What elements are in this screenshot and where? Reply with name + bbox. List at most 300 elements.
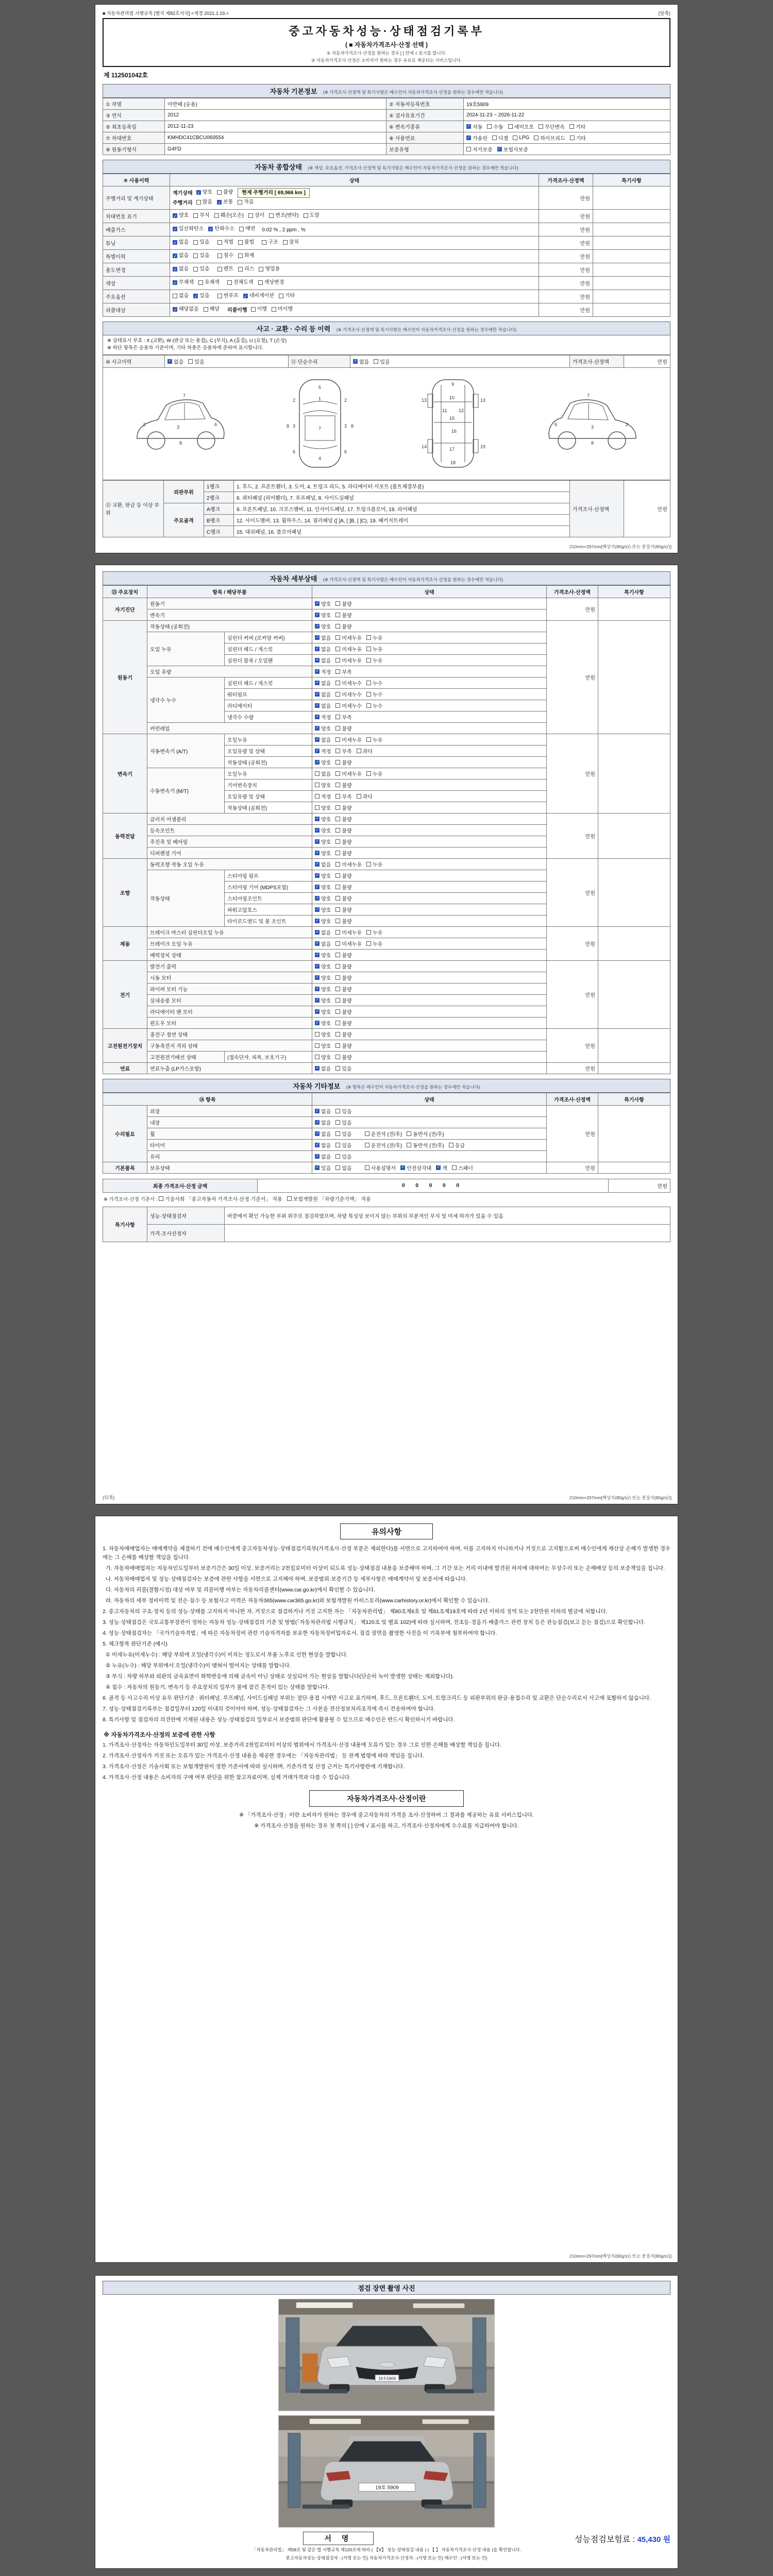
checkbox-box[interactable] xyxy=(335,624,340,629)
checkbox-box[interactable] xyxy=(173,253,177,258)
checkbox-option[interactable] xyxy=(335,985,351,993)
checkbox-option[interactable] xyxy=(315,985,331,993)
checkbox-box[interactable] xyxy=(204,307,208,312)
checkbox-box[interactable] xyxy=(335,749,340,753)
checkbox-option[interactable] xyxy=(335,600,351,607)
checkbox-option[interactable] xyxy=(539,123,565,130)
checkbox-option[interactable] xyxy=(335,724,351,732)
checkbox-option[interactable] xyxy=(196,188,212,197)
checkbox-option[interactable] xyxy=(570,134,586,142)
checkbox-option[interactable] xyxy=(335,645,362,653)
checkbox-option[interactable] xyxy=(315,668,331,675)
checkbox-option[interactable] xyxy=(315,736,331,743)
checkbox-box[interactable] xyxy=(315,930,320,935)
checkbox-option[interactable] xyxy=(335,917,351,925)
checkbox-box[interactable] xyxy=(335,658,340,663)
checkbox-box[interactable] xyxy=(335,1066,340,1071)
checkbox-box[interactable] xyxy=(335,1143,340,1147)
checkbox-box[interactable] xyxy=(374,359,378,364)
checkbox-option[interactable] xyxy=(335,1118,351,1126)
checkbox-option[interactable] xyxy=(315,1030,331,1038)
checkbox-box[interactable] xyxy=(269,213,274,218)
checkbox-box[interactable] xyxy=(366,692,371,697)
checkbox-box[interactable] xyxy=(173,294,177,298)
checkbox-option[interactable] xyxy=(466,145,493,153)
checkbox-option[interactable] xyxy=(449,1141,465,1149)
checkbox-option[interactable] xyxy=(335,792,351,800)
checkbox-option[interactable] xyxy=(492,134,508,142)
checkbox-option[interactable] xyxy=(335,1042,351,1049)
checkbox-box[interactable] xyxy=(335,987,340,991)
checkbox-option[interactable] xyxy=(238,238,254,247)
checkbox-option[interactable] xyxy=(238,198,254,207)
checkbox-box[interactable] xyxy=(315,851,320,855)
checkbox-option[interactable] xyxy=(335,622,351,630)
checkbox-box[interactable] xyxy=(335,1021,340,1025)
checkbox-option[interactable] xyxy=(217,198,233,207)
checkbox-option[interactable] xyxy=(407,1141,444,1149)
checkbox-option[interactable] xyxy=(365,1141,402,1149)
checkbox-box[interactable] xyxy=(335,1109,340,1113)
checkbox-option[interactable] xyxy=(513,135,529,141)
checkbox-box[interactable] xyxy=(315,635,320,640)
checkbox-option[interactable] xyxy=(315,1064,331,1072)
checkbox-box[interactable] xyxy=(193,240,198,245)
checkbox-option[interactable] xyxy=(217,251,233,260)
checkbox-box[interactable] xyxy=(335,1032,340,1037)
checkbox-box[interactable] xyxy=(315,1154,320,1159)
checkbox-option[interactable] xyxy=(335,860,362,868)
checkbox-option[interactable] xyxy=(400,1164,431,1172)
checkbox-option[interactable] xyxy=(335,996,351,1004)
checkbox-box[interactable] xyxy=(335,703,340,708)
checkbox-box[interactable] xyxy=(315,794,320,799)
checkbox-option[interactable] xyxy=(173,225,204,233)
checkbox-box[interactable] xyxy=(315,726,320,731)
checkbox-option[interactable] xyxy=(315,1153,331,1160)
checkbox-option[interactable] xyxy=(365,1130,402,1138)
checkbox-box[interactable] xyxy=(539,124,543,129)
checkbox-box[interactable] xyxy=(283,240,288,245)
checkbox-box[interactable] xyxy=(315,1032,320,1037)
checkbox-option[interactable] xyxy=(335,962,351,970)
checkbox-box[interactable] xyxy=(193,213,198,218)
checkbox-box[interactable] xyxy=(173,213,177,218)
checkbox-option[interactable] xyxy=(335,1030,351,1038)
checkbox-box[interactable] xyxy=(238,267,243,272)
checkbox-box[interactable] xyxy=(508,124,513,129)
checkbox-option[interactable] xyxy=(335,668,351,675)
checkbox-box[interactable] xyxy=(365,1131,369,1136)
checkbox-box[interactable] xyxy=(198,280,203,285)
checkbox-option[interactable] xyxy=(315,962,331,970)
checkbox-box[interactable] xyxy=(366,635,371,640)
checkbox-option[interactable] xyxy=(315,792,331,800)
checkbox-box[interactable] xyxy=(315,1165,320,1170)
checkbox-box[interactable] xyxy=(487,124,492,129)
checkbox-option[interactable] xyxy=(193,251,209,260)
checkbox-option[interactable] xyxy=(452,1164,473,1172)
checkbox-option[interactable] xyxy=(335,940,362,947)
checkbox-box[interactable] xyxy=(335,601,340,606)
checkbox-box[interactable] xyxy=(173,240,177,245)
checkbox-option[interactable] xyxy=(335,758,351,766)
checkbox-option[interactable] xyxy=(217,265,233,274)
checkbox-option[interactable] xyxy=(315,940,331,947)
checkbox-option[interactable] xyxy=(238,251,254,260)
checkbox-option[interactable] xyxy=(173,238,189,247)
checkbox-box[interactable] xyxy=(238,240,243,245)
checkbox-box[interactable] xyxy=(315,703,320,708)
checkbox-option[interactable] xyxy=(214,211,244,220)
checkbox-option[interactable] xyxy=(335,1164,351,1172)
checkbox-box[interactable] xyxy=(173,280,177,285)
checkbox-box[interactable] xyxy=(315,817,320,821)
checkbox-option[interactable] xyxy=(315,713,331,721)
checkbox-option[interactable] xyxy=(315,883,331,891)
checkbox-box[interactable] xyxy=(315,613,320,617)
checkbox-option[interactable] xyxy=(217,292,239,300)
checkbox-box[interactable] xyxy=(335,873,340,878)
checkbox-option[interactable] xyxy=(315,1130,331,1138)
checkbox-option[interactable] xyxy=(335,1008,351,1015)
checkbox-box[interactable] xyxy=(227,280,232,285)
checkbox-box[interactable] xyxy=(335,760,340,765)
checkbox-box[interactable] xyxy=(357,794,361,799)
checkbox-option[interactable] xyxy=(335,804,351,811)
checkbox-box[interactable] xyxy=(335,771,340,776)
checkbox-box[interactable] xyxy=(335,1154,340,1159)
checkbox-option[interactable] xyxy=(335,906,351,913)
checkbox-option[interactable] xyxy=(497,145,528,153)
checkbox-option[interactable] xyxy=(217,188,233,197)
checkbox-option[interactable] xyxy=(366,645,382,653)
checkbox-box[interactable] xyxy=(466,147,471,151)
checkbox-box[interactable] xyxy=(315,669,320,674)
checkbox-box[interactable] xyxy=(365,1165,369,1170)
checkbox-option[interactable] xyxy=(315,974,331,981)
checkbox-option[interactable] xyxy=(173,278,194,287)
checkbox-option[interactable] xyxy=(335,1153,351,1160)
checkbox-box[interactable] xyxy=(214,213,219,218)
checkbox-box[interactable] xyxy=(262,240,266,245)
checkbox-option[interactable] xyxy=(315,815,331,823)
checkbox-option[interactable] xyxy=(366,634,382,641)
checkbox-box[interactable] xyxy=(466,135,471,140)
checkbox-box[interactable] xyxy=(251,307,256,312)
checkbox-box[interactable] xyxy=(335,647,340,651)
checkbox-option[interactable] xyxy=(335,815,351,823)
checkbox-option[interactable] xyxy=(167,358,183,365)
checkbox-option[interactable] xyxy=(173,305,199,314)
checkbox-option[interactable] xyxy=(315,860,331,868)
checkbox-option[interactable] xyxy=(407,1130,444,1138)
checkbox-box[interactable] xyxy=(353,359,358,364)
checkbox-box[interactable] xyxy=(315,998,320,1003)
checkbox-box[interactable] xyxy=(217,200,222,205)
checkbox-option[interactable] xyxy=(335,849,351,857)
checkbox-box[interactable] xyxy=(315,601,320,606)
checkbox-option[interactable] xyxy=(173,251,189,260)
checkbox-option[interactable] xyxy=(259,265,280,274)
checkbox-box[interactable] xyxy=(238,200,242,205)
checkbox-box[interactable] xyxy=(357,749,361,753)
checkbox-box[interactable] xyxy=(188,359,193,364)
checkbox-option[interactable] xyxy=(315,951,331,959)
checkbox-option[interactable] xyxy=(335,770,362,777)
checkbox-box[interactable] xyxy=(407,1143,411,1147)
checkbox-option[interactable] xyxy=(173,265,189,274)
checkbox-box[interactable] xyxy=(259,267,263,272)
checkbox-box[interactable] xyxy=(366,862,371,867)
checkbox-option[interactable] xyxy=(315,894,331,902)
checkbox-box[interactable] xyxy=(335,862,340,867)
checkbox-box[interactable] xyxy=(315,771,320,776)
checkbox-box[interactable] xyxy=(315,896,320,901)
checkbox-box[interactable] xyxy=(335,794,340,799)
checkbox-option[interactable] xyxy=(217,238,233,247)
checkbox-option[interactable] xyxy=(315,1053,331,1061)
checkbox-box[interactable] xyxy=(366,941,371,946)
checkbox-option[interactable] xyxy=(335,974,351,981)
checkbox-box[interactable] xyxy=(315,681,320,685)
checkbox-option[interactable] xyxy=(335,634,362,641)
checkbox-option[interactable] xyxy=(335,826,351,834)
checkbox-box[interactable] xyxy=(315,1043,320,1048)
checkbox-option[interactable] xyxy=(315,1042,331,1049)
checkbox-box[interactable] xyxy=(208,227,213,231)
checkbox-option[interactable] xyxy=(315,600,331,607)
checkbox-box[interactable] xyxy=(449,1143,453,1147)
checkbox-option[interactable] xyxy=(315,928,331,936)
checkbox-box[interactable] xyxy=(400,1165,405,1170)
checkbox-option[interactable] xyxy=(315,849,331,857)
checkbox-box[interactable] xyxy=(366,647,371,651)
checkbox-option[interactable] xyxy=(283,238,299,247)
checkbox-option[interactable] xyxy=(188,358,204,365)
checkbox-option[interactable] xyxy=(436,1164,447,1172)
checkbox-box[interactable] xyxy=(315,907,320,912)
checkbox-box[interactable] xyxy=(173,267,177,272)
checkbox-box[interactable] xyxy=(335,613,340,617)
checkbox-box[interactable] xyxy=(315,964,320,969)
checkbox-box[interactable] xyxy=(365,1143,369,1147)
checkbox-box[interactable] xyxy=(287,1196,292,1201)
checkbox-box[interactable] xyxy=(315,749,320,753)
checkbox-option[interactable] xyxy=(335,702,362,709)
checkbox-option[interactable] xyxy=(534,134,565,142)
checkbox-box[interactable] xyxy=(279,294,283,298)
checkbox-option[interactable] xyxy=(466,134,488,142)
checkbox-option[interactable] xyxy=(315,702,331,709)
checkbox-box[interactable] xyxy=(217,294,222,298)
checkbox-box[interactable] xyxy=(407,1131,411,1136)
checkbox-box[interactable] xyxy=(335,828,340,833)
checkbox-option[interactable] xyxy=(304,211,320,220)
checkbox-option[interactable] xyxy=(366,656,382,664)
checkbox-option[interactable] xyxy=(193,265,209,274)
checkbox-option[interactable] xyxy=(335,928,362,936)
checkbox-box[interactable] xyxy=(315,975,320,980)
checkbox-box[interactable] xyxy=(315,1009,320,1014)
checkbox-option[interactable] xyxy=(193,238,209,247)
checkbox-option[interactable] xyxy=(335,656,362,664)
checkbox-option[interactable] xyxy=(366,702,382,709)
checkbox-box[interactable] xyxy=(335,635,340,640)
checkbox-box[interactable] xyxy=(366,771,371,776)
checkbox-box[interactable] xyxy=(315,828,320,833)
checkbox-box[interactable] xyxy=(196,200,201,205)
checkbox-box[interactable] xyxy=(239,227,244,231)
checkbox-option[interactable] xyxy=(315,906,331,913)
checkbox-option[interactable] xyxy=(315,747,331,755)
checkbox-option[interactable] xyxy=(366,770,382,777)
checkbox-box[interactable] xyxy=(335,1165,340,1170)
checkbox-box[interactable] xyxy=(335,998,340,1003)
checkbox-box[interactable] xyxy=(492,135,497,140)
checkbox-option[interactable] xyxy=(315,645,331,653)
checkbox-option[interactable] xyxy=(315,679,331,687)
checkbox-box[interactable] xyxy=(335,681,340,685)
checkbox-option[interactable] xyxy=(335,872,351,879)
checkbox-option[interactable] xyxy=(335,679,362,687)
checkbox-option[interactable] xyxy=(335,736,362,743)
checkbox-option[interactable] xyxy=(315,826,331,834)
checkbox-option[interactable] xyxy=(193,292,209,300)
checkbox-option[interactable] xyxy=(357,792,373,800)
checkbox-box[interactable] xyxy=(335,907,340,912)
checkbox-option[interactable] xyxy=(315,611,331,619)
checkbox-option[interactable] xyxy=(366,736,382,743)
checkbox-option[interactable] xyxy=(366,940,382,947)
checkbox-option[interactable] xyxy=(335,1141,351,1149)
checkbox-box[interactable] xyxy=(315,953,320,957)
checkbox-box[interactable] xyxy=(366,703,371,708)
checkbox-box[interactable] xyxy=(238,253,243,258)
checkbox-box[interactable] xyxy=(248,213,253,218)
checkbox-option[interactable] xyxy=(159,1195,282,1202)
checkbox-option[interactable] xyxy=(208,225,234,233)
checkbox-option[interactable] xyxy=(315,690,331,698)
checkbox-box[interactable] xyxy=(335,805,340,810)
checkbox-box[interactable] xyxy=(335,896,340,901)
checkbox-box[interactable] xyxy=(335,885,340,889)
checkbox-option[interactable] xyxy=(315,656,331,664)
checkbox-box[interactable] xyxy=(366,658,371,663)
checkbox-option[interactable] xyxy=(251,305,267,314)
checkbox-box[interactable] xyxy=(534,135,539,140)
checkbox-box[interactable] xyxy=(335,851,340,855)
checkbox-option[interactable] xyxy=(335,1130,351,1138)
checkbox-box[interactable] xyxy=(315,715,320,719)
checkbox-option[interactable] xyxy=(173,292,189,300)
checkbox-box[interactable] xyxy=(315,624,320,629)
checkbox-option[interactable] xyxy=(198,278,220,287)
checkbox-box[interactable] xyxy=(315,692,320,697)
checkbox-box[interactable] xyxy=(193,294,198,298)
checkbox-option[interactable] xyxy=(466,123,482,130)
checkbox-box[interactable] xyxy=(315,987,320,991)
checkbox-option[interactable] xyxy=(315,634,331,641)
checkbox-option[interactable] xyxy=(238,265,254,274)
checkbox-box[interactable] xyxy=(315,1143,320,1147)
checkbox-box[interactable] xyxy=(315,737,320,742)
checkbox-box[interactable] xyxy=(335,726,340,731)
checkbox-option[interactable] xyxy=(279,292,295,300)
checkbox-option[interactable] xyxy=(315,1107,331,1115)
checkbox-box[interactable] xyxy=(335,1009,340,1014)
checkbox-box[interactable] xyxy=(366,930,371,935)
checkbox-box[interactable] xyxy=(452,1165,457,1170)
checkbox-box[interactable] xyxy=(335,737,340,742)
checkbox-box[interactable] xyxy=(173,307,177,312)
checkbox-option[interactable] xyxy=(366,928,382,936)
checkbox-box[interactable] xyxy=(436,1165,441,1170)
checkbox-box[interactable] xyxy=(335,964,340,969)
checkbox-option[interactable] xyxy=(315,917,331,925)
checkbox-option[interactable] xyxy=(315,758,331,766)
checkbox-box[interactable] xyxy=(315,783,320,787)
checkbox-box[interactable] xyxy=(217,253,222,258)
checkbox-option[interactable] xyxy=(193,211,209,220)
checkbox-box[interactable] xyxy=(315,1066,320,1071)
checkbox-box[interactable] xyxy=(466,124,471,129)
checkbox-option[interactable] xyxy=(374,358,390,365)
checkbox-box[interactable] xyxy=(497,147,502,151)
checkbox-box[interactable] xyxy=(243,294,248,298)
checkbox-option[interactable] xyxy=(315,770,331,777)
checkbox-box[interactable] xyxy=(335,1131,340,1136)
checkbox-option[interactable] xyxy=(366,690,382,698)
checkbox-box[interactable] xyxy=(335,1055,340,1059)
checkbox-box[interactable] xyxy=(315,885,320,889)
checkbox-option[interactable] xyxy=(335,951,351,959)
checkbox-option[interactable] xyxy=(173,211,189,220)
checkbox-option[interactable] xyxy=(315,804,331,811)
checkbox-option[interactable] xyxy=(315,872,331,879)
checkbox-box[interactable] xyxy=(315,873,320,878)
checkbox-box[interactable] xyxy=(315,862,320,867)
checkbox-box[interactable] xyxy=(366,737,371,742)
checkbox-box[interactable] xyxy=(315,1109,320,1113)
checkbox-option[interactable] xyxy=(248,211,264,220)
checkbox-box[interactable] xyxy=(335,669,340,674)
checkbox-box[interactable] xyxy=(315,839,320,844)
checkbox-box[interactable] xyxy=(570,135,575,140)
checkbox-option[interactable] xyxy=(287,1195,371,1202)
checkbox-option[interactable] xyxy=(335,781,351,789)
checkbox-box[interactable] xyxy=(315,1021,320,1025)
checkbox-box[interactable] xyxy=(193,267,198,272)
checkbox-option[interactable] xyxy=(335,713,351,721)
checkbox-box[interactable] xyxy=(304,213,308,218)
checkbox-box[interactable] xyxy=(513,135,517,140)
checkbox-box[interactable] xyxy=(335,1043,340,1048)
checkbox-option[interactable] xyxy=(335,611,351,619)
checkbox-option[interactable] xyxy=(227,278,254,287)
checkbox-option[interactable] xyxy=(366,679,382,687)
checkbox-option[interactable] xyxy=(335,1019,351,1027)
checkbox-box[interactable] xyxy=(315,1055,320,1059)
checkbox-box[interactable] xyxy=(569,124,574,129)
checkbox-box[interactable] xyxy=(315,941,320,946)
checkbox-option[interactable] xyxy=(487,123,503,130)
checkbox-option[interactable] xyxy=(272,305,293,314)
checkbox-option[interactable] xyxy=(365,1164,396,1172)
checkbox-box[interactable] xyxy=(335,930,340,935)
checkbox-box[interactable] xyxy=(335,839,340,844)
checkbox-option[interactable] xyxy=(315,724,331,732)
